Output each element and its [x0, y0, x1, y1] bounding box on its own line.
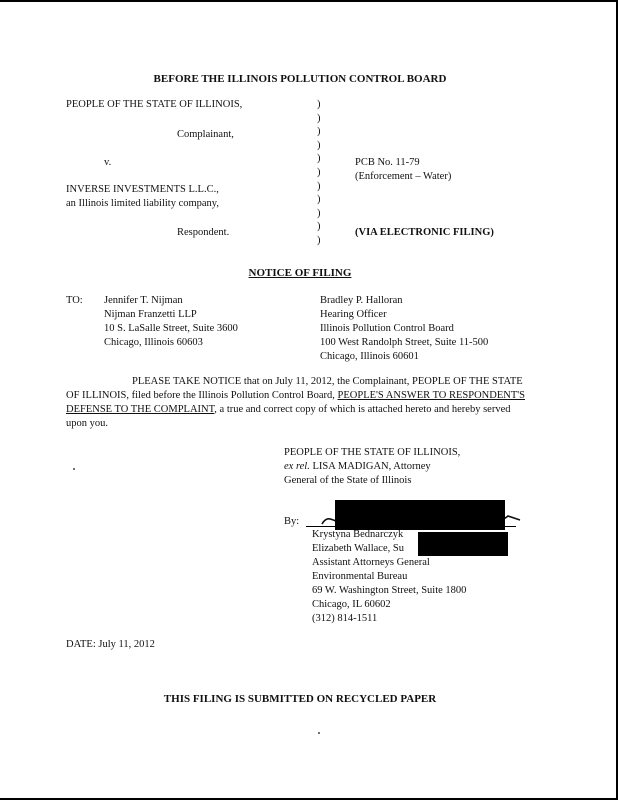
recycled-paper-footer: THIS FILING IS SUBMITTED ON RECYCLED PAPER [163, 693, 437, 705]
signature-line-text: 69 W. Washington Street, Suite 1800 [312, 585, 467, 596]
defendant-role: Respondent. [177, 227, 230, 238]
recipient-line: Bradley P. Halloran [320, 295, 403, 306]
filing-method: (VIA ELECTRONIC FILING) [355, 227, 494, 238]
versus-label: v. [104, 157, 112, 168]
attorney-general: General of the State of Illinois [284, 475, 412, 486]
recipient-line: 10 S. LaSalle Street, Suite 3600 [104, 323, 238, 334]
signature-line-text: Krystyna Bednarczyk [312, 529, 404, 540]
paren: ) [317, 99, 321, 110]
recipient-line: Nijman Franzetti LLP [104, 309, 197, 320]
paren: ) [317, 194, 321, 206]
paren: ) [317, 126, 321, 138]
caption-parentheses [317, 98, 327, 248]
body-text-1: PLEASE TAKE NOTICE that on July 11, 2012, the Complainant, PEOPLE OF THE STATE OF ILLINOIS, filed before the Illinois Pollution Control Board, [66, 376, 523, 401]
recipient-right [320, 294, 488, 364]
signature-line-text: (312) 814-1511 [312, 613, 378, 624]
defendant-description: an Illinois limited liability company, [66, 198, 220, 209]
paren: ) [317, 112, 321, 124]
recipient-left [104, 294, 238, 350]
signature-line-text: Assistant Attorneys General [312, 557, 430, 568]
plaintiff-name: PEOPLE OF THE STATE OF ILLINOIS, [66, 99, 243, 110]
signature-line-text: Environmental Bureau [312, 571, 408, 582]
notice-body [66, 375, 531, 431]
attorney-name: LISA MADIGAN, Attorney [309, 461, 431, 472]
redaction-block [335, 500, 505, 530]
redaction-block [418, 532, 508, 556]
scan-border-top [0, 0, 618, 2]
recipient-line: 100 West Randolph Street, Suite 11-500 [320, 337, 489, 348]
by-label: By: [284, 516, 300, 527]
paren: ) [317, 139, 321, 151]
plaintiff-role: Complainant, [177, 129, 234, 140]
recipient-line: Hearing Officer [320, 309, 387, 320]
defendant-name: INVERSE INVESTMENTS L.L.C., [66, 184, 219, 195]
recipient-line: Chicago, Illinois 60601 [320, 351, 419, 362]
case-number: PCB No. 11-79 [355, 157, 420, 168]
to-label: TO: [66, 295, 83, 306]
filed-document-title: PEOPLE'S ANSWER TO RESPONDENT'S DEFENSE TO THE COMPLAINT [66, 390, 525, 415]
scan-speck [73, 468, 75, 470]
recipient-line: Jennifer T. Nijman [104, 295, 183, 306]
paren: ) [317, 153, 321, 165]
case-type: (Enforcement – Water) [355, 171, 452, 182]
signature-line-text: Chicago, IL 60602 [312, 599, 391, 610]
scan-speck [318, 732, 320, 734]
court-title: BEFORE THE ILLINOIS POLLUTION CONTROL BOARD [153, 73, 447, 85]
paren: ) [317, 234, 321, 246]
recipient-line: Chicago, Illinois 60603 [104, 337, 203, 348]
signature-exrel [284, 460, 431, 474]
date-line: DATE: July 11, 2012 [66, 639, 155, 650]
ex-rel-label: ex rel. [284, 461, 310, 472]
signature-line-text: Elizabeth Wallace, Su [312, 543, 404, 554]
body-text-2: , a true and correct copy of which is attached hereto and hereby served upon you. [66, 404, 511, 429]
notice-title: NOTICE OF FILING [248, 267, 352, 279]
paren: ) [317, 180, 321, 192]
recipient-line: Illinois Pollution Control Board [320, 323, 454, 334]
paren: ) [317, 221, 321, 233]
paren: ) [317, 207, 321, 219]
signature-party: PEOPLE OF THE STATE OF ILLINOIS, [284, 447, 461, 458]
paren: ) [317, 166, 321, 178]
